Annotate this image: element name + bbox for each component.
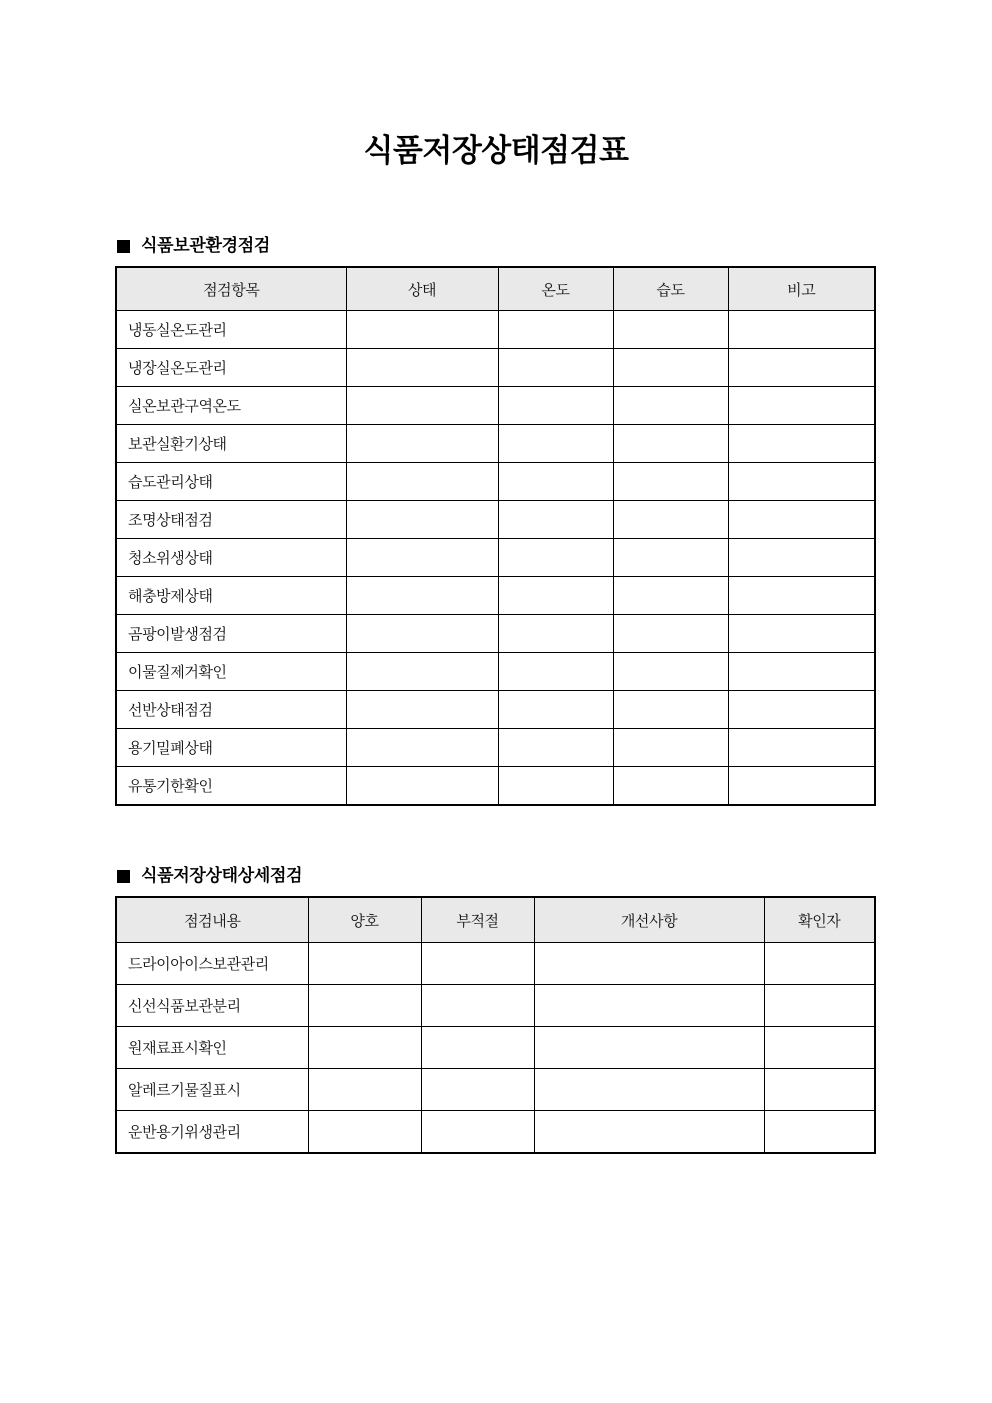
section-1-title: 식품보관환경점검 xyxy=(141,236,270,257)
cell-humidity[interactable] xyxy=(613,653,728,691)
cell-good[interactable] xyxy=(308,1111,421,1154)
cell-good[interactable] xyxy=(308,943,421,985)
column-header-temperature: 온도 xyxy=(498,267,613,311)
column-header-content: 점검내용 xyxy=(116,897,308,943)
black-square-icon xyxy=(117,240,130,253)
cell-status[interactable] xyxy=(346,653,498,691)
cell-inadequate[interactable] xyxy=(421,1111,534,1154)
cell-inadequate[interactable] xyxy=(421,1027,534,1069)
cell-humidity[interactable] xyxy=(613,577,728,615)
cell-remarks[interactable] xyxy=(728,425,875,463)
cell-inadequate[interactable] xyxy=(421,985,534,1027)
cell-humidity[interactable] xyxy=(613,539,728,577)
row-label: 원재료표시확인 xyxy=(116,1027,308,1069)
row-label: 습도관리상태 xyxy=(116,463,346,501)
cell-remarks[interactable] xyxy=(728,729,875,767)
row-label: 조명상태점검 xyxy=(116,501,346,539)
cell-status[interactable] xyxy=(346,767,498,806)
column-header-inadequate: 부적절 xyxy=(421,897,534,943)
table-row xyxy=(116,311,875,349)
cell-remarks[interactable] xyxy=(728,767,875,806)
table-row xyxy=(116,539,875,577)
cell-temperature[interactable] xyxy=(498,615,613,653)
cell-humidity[interactable] xyxy=(613,387,728,425)
row-label: 곰팡이발생점검 xyxy=(116,615,346,653)
cell-remarks[interactable] xyxy=(728,349,875,387)
cell-humidity[interactable] xyxy=(613,349,728,387)
cell-status[interactable] xyxy=(346,729,498,767)
cell-status[interactable] xyxy=(346,539,498,577)
cell-remarks[interactable] xyxy=(728,539,875,577)
table-row xyxy=(116,985,875,1027)
cell-humidity[interactable] xyxy=(613,311,728,349)
cell-remarks[interactable] xyxy=(728,501,875,539)
cell-checker[interactable] xyxy=(764,1027,875,1069)
row-label: 냉동실온도관리 xyxy=(116,311,346,349)
cell-humidity[interactable] xyxy=(613,729,728,767)
table-row xyxy=(116,1111,875,1154)
black-square-icon xyxy=(117,870,130,883)
cell-checker[interactable] xyxy=(764,943,875,985)
table-row xyxy=(116,943,875,985)
cell-inadequate[interactable] xyxy=(421,943,534,985)
cell-status[interactable] xyxy=(346,501,498,539)
cell-status[interactable] xyxy=(346,425,498,463)
cell-improvement[interactable] xyxy=(534,1111,764,1154)
column-header-humidity: 습도 xyxy=(613,267,728,311)
row-label: 해충방제상태 xyxy=(116,577,346,615)
cell-temperature[interactable] xyxy=(498,729,613,767)
section-1-header xyxy=(0,238,992,255)
row-label: 드라이아이스보관관리 xyxy=(116,943,308,985)
table-row xyxy=(116,349,875,387)
cell-temperature[interactable] xyxy=(498,539,613,577)
cell-temperature[interactable] xyxy=(498,653,613,691)
cell-remarks[interactable] xyxy=(728,387,875,425)
cell-good[interactable] xyxy=(308,1069,421,1111)
table-row xyxy=(116,653,875,691)
cell-temperature[interactable] xyxy=(498,387,613,425)
table-row xyxy=(116,615,875,653)
cell-temperature[interactable] xyxy=(498,501,613,539)
table-row xyxy=(116,729,875,767)
row-label: 보관실환기상태 xyxy=(116,425,346,463)
table-row xyxy=(116,1069,875,1111)
cell-humidity[interactable] xyxy=(613,501,728,539)
cell-improvement[interactable] xyxy=(534,985,764,1027)
section-2-title: 식품저장상태상세점검 xyxy=(141,866,303,887)
cell-status[interactable] xyxy=(346,311,498,349)
cell-improvement[interactable] xyxy=(534,1027,764,1069)
cell-temperature[interactable] xyxy=(498,463,613,501)
cell-good[interactable] xyxy=(308,1027,421,1069)
table-row xyxy=(116,425,875,463)
cell-temperature[interactable] xyxy=(498,311,613,349)
cell-remarks[interactable] xyxy=(728,615,875,653)
cell-humidity[interactable] xyxy=(613,463,728,501)
section-food-storage-environment xyxy=(0,238,992,806)
cell-checker[interactable] xyxy=(764,1069,875,1111)
row-label: 선반상태점검 xyxy=(116,691,346,729)
cell-status[interactable] xyxy=(346,691,498,729)
cell-improvement[interactable] xyxy=(534,1069,764,1111)
cell-remarks[interactable] xyxy=(728,691,875,729)
cell-remarks[interactable] xyxy=(728,653,875,691)
table-row xyxy=(116,767,875,806)
cell-status[interactable] xyxy=(346,463,498,501)
column-header-remarks: 비고 xyxy=(728,267,875,311)
cell-status[interactable] xyxy=(346,615,498,653)
column-header-item: 점검항목 xyxy=(116,267,346,311)
column-header-checker: 확인자 xyxy=(764,897,875,943)
cell-status[interactable] xyxy=(346,577,498,615)
table-row xyxy=(116,691,875,729)
cell-temperature[interactable] xyxy=(498,349,613,387)
row-label: 실온보관구역온도 xyxy=(116,387,346,425)
cell-status[interactable] xyxy=(346,387,498,425)
cell-improvement[interactable] xyxy=(534,943,764,985)
row-label: 용기밀폐상태 xyxy=(116,729,346,767)
cell-temperature[interactable] xyxy=(498,691,613,729)
cell-humidity[interactable] xyxy=(613,615,728,653)
table-row xyxy=(116,501,875,539)
table-row xyxy=(116,463,875,501)
cell-humidity[interactable] xyxy=(613,691,728,729)
cell-checker[interactable] xyxy=(764,985,875,1027)
cell-temperature[interactable] xyxy=(498,767,613,806)
cell-remarks[interactable] xyxy=(728,577,875,615)
column-header-improvement: 개선사항 xyxy=(534,897,764,943)
row-label: 신선식품보관분리 xyxy=(116,985,308,1027)
table-row xyxy=(116,577,875,615)
section-2-header xyxy=(0,868,992,885)
row-label: 운반용기위생관리 xyxy=(116,1111,308,1154)
row-label: 알레르기물질표시 xyxy=(116,1069,308,1111)
section-food-storage-detail xyxy=(0,868,992,1154)
cell-status[interactable] xyxy=(346,349,498,387)
page-title: 식품저장상태점검표 xyxy=(363,133,629,169)
cell-checker[interactable] xyxy=(764,1111,875,1154)
row-label: 청소위생상태 xyxy=(116,539,346,577)
food-storage-detail-table xyxy=(115,896,876,1154)
row-label: 유통기한확인 xyxy=(116,767,346,806)
cell-temperature[interactable] xyxy=(498,425,613,463)
table-header-row xyxy=(116,267,875,311)
column-header-status: 상태 xyxy=(346,267,498,311)
table-row xyxy=(116,387,875,425)
cell-remarks[interactable] xyxy=(728,463,875,501)
cell-remarks[interactable] xyxy=(728,311,875,349)
table-row xyxy=(116,1027,875,1069)
cell-temperature[interactable] xyxy=(498,577,613,615)
food-storage-environment-table xyxy=(115,266,876,806)
row-label: 이물질제거확인 xyxy=(116,653,346,691)
cell-humidity[interactable] xyxy=(613,425,728,463)
table-header-row xyxy=(116,897,875,943)
cell-humidity[interactable] xyxy=(613,767,728,806)
column-header-good: 양호 xyxy=(308,897,421,943)
row-label: 냉장실온도관리 xyxy=(116,349,346,387)
cell-inadequate[interactable] xyxy=(421,1069,534,1111)
cell-good[interactable] xyxy=(308,985,421,1027)
